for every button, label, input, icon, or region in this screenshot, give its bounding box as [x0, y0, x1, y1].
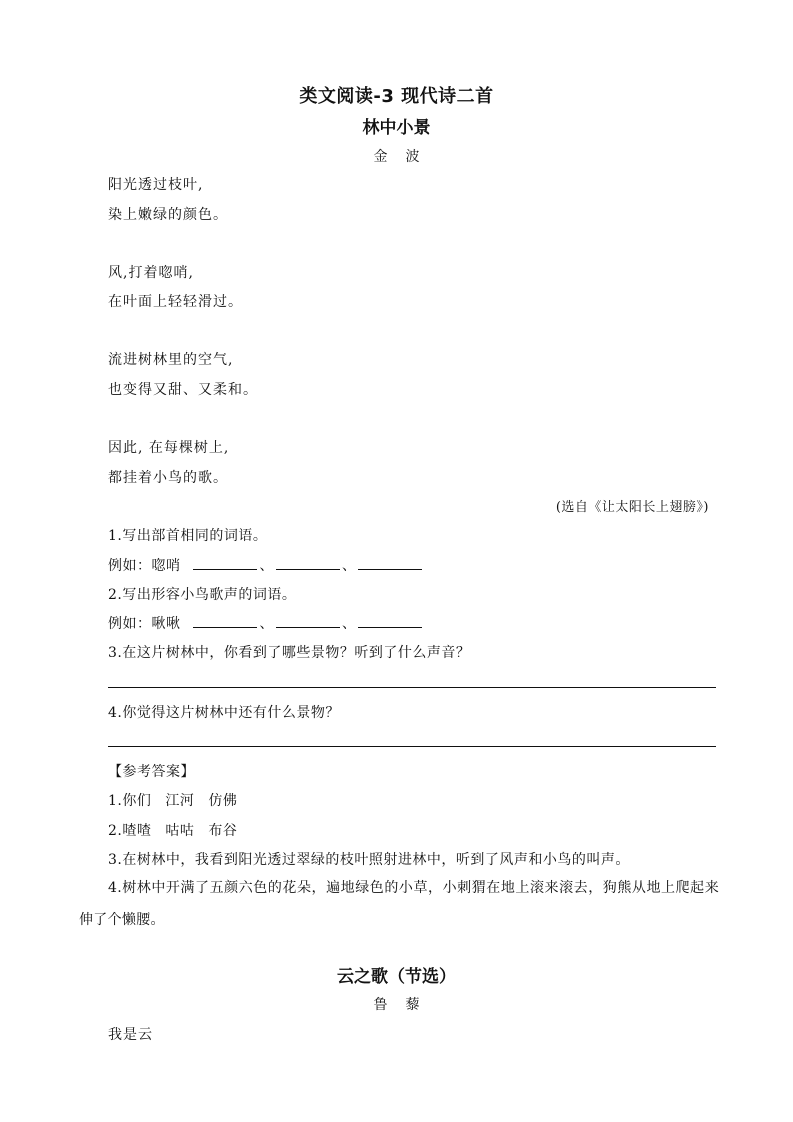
answer-4: 4.树林中开满了五颜六色的花朵，遍地绿色的小草，小刺猬在地上滚来滚去，狗熊从地上爬起来伸了个懒腰。 — [79, 880, 719, 928]
answer-word: 2.喳喳 — [108, 823, 152, 839]
poem2-author — [0, 994, 793, 1014]
poem-line: 因此, 在每棵树上, — [108, 440, 230, 456]
answer-line[interactable] — [108, 746, 716, 747]
answer-word: 咕咕 — [165, 823, 195, 839]
answer-word: 1.你们 — [108, 793, 152, 809]
example-word: 例如：唿哨 — [108, 558, 181, 574]
separator: 、 — [259, 616, 274, 632]
poem-line: 阳光透过枝叶, — [108, 177, 204, 193]
question-1: 1.写出部首相同的词语。 — [108, 528, 268, 544]
separator: 、 — [341, 558, 357, 574]
poem2-title: 云之歌（节选） — [337, 967, 456, 987]
answer-word: 江河 — [165, 793, 195, 809]
answer-line[interactable] — [108, 687, 716, 688]
question-2: 2.写出形容小鸟歌声的词语。 — [108, 587, 297, 603]
answer-2 — [108, 820, 237, 840]
example-word: 例如：啾啾 — [108, 616, 181, 632]
document-title: 类文阅读-3 现代诗二首 — [299, 86, 494, 107]
author-char: 波 — [405, 149, 420, 165]
author-char: 藜 — [405, 997, 420, 1013]
question-3: 3.在这片树林中，你看到了哪些景物？听到了什么声音？ — [108, 645, 471, 661]
author-char: 鲁 — [373, 997, 388, 1013]
poem-line: 风,打着唿哨, — [108, 265, 194, 281]
answer-blank[interactable] — [193, 557, 257, 570]
separator: 、 — [259, 558, 274, 574]
poem-source: (选自《让太阳长上翅膀》) — [555, 500, 709, 515]
question-4: 4.你觉得这片树林中还有什么景物？ — [108, 705, 340, 721]
answer-blank[interactable] — [276, 615, 340, 628]
poem-line: 都挂着小鸟的歌。 — [108, 470, 228, 486]
question-2-example — [108, 613, 422, 633]
poem-line: 在叶面上轻轻滑过。 — [108, 294, 243, 310]
answer-blank[interactable] — [358, 557, 422, 570]
answer-word: 布谷 — [208, 823, 238, 839]
poem-author — [0, 146, 793, 166]
poem-line: 流进树林里的空气, — [108, 352, 234, 368]
answer-blank[interactable] — [276, 557, 340, 570]
question-1-example — [108, 555, 422, 575]
answer-word: 仿佛 — [208, 793, 238, 809]
poem2-line: 我是云 — [108, 1027, 153, 1043]
poem-line: 染上嫩绿的颜色。 — [108, 207, 228, 223]
separator: 、 — [341, 616, 357, 632]
answer-3: 3.在树林中，我看到阳光透过翠绿的枝叶照射进林中，听到了风声和小鸟的叫声。 — [108, 852, 630, 868]
answers-heading: 【参考答案】 — [108, 764, 195, 780]
answer-blank[interactable] — [358, 615, 422, 628]
poem-line: 也变得又甜、又柔和。 — [108, 382, 258, 398]
author-char: 金 — [373, 149, 388, 165]
answer-blank[interactable] — [193, 615, 257, 628]
answer-1 — [108, 790, 237, 810]
poem-title: 林中小景 — [362, 118, 431, 138]
